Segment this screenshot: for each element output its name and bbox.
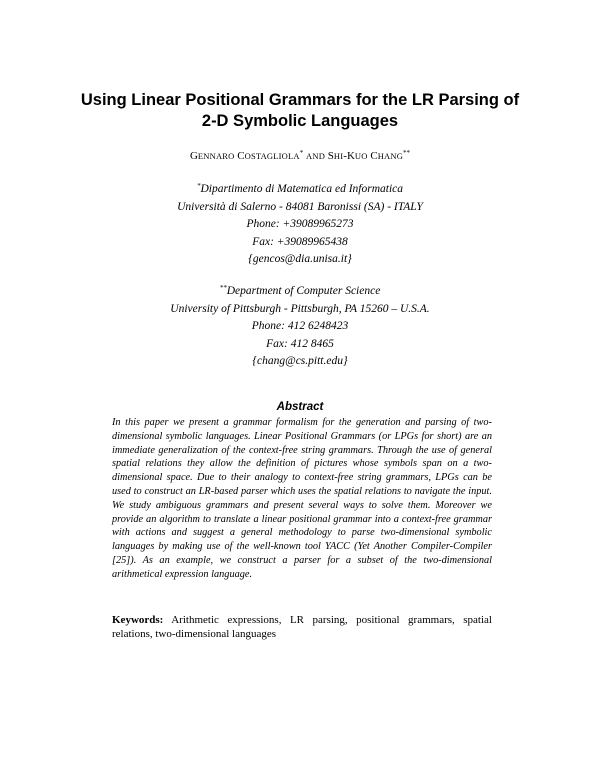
author-gennaro-costagliola: GENNARO COSTAGLIOLA* [189,149,304,162]
affiliation-phone: Phone: 412 6248423 [251,320,349,332]
affiliation-fax: Fax: +39089965438 [252,235,348,248]
affiliation-phone: Phone: +39089965273 [246,218,354,230]
author1-footnote-mark: * [299,149,304,157]
affiliation-university: University of Pittsburgh - Pittsburgh, PA 15260 – U.S.A. [170,302,430,315]
affiliation-dept: **Department of Computer Science [219,284,381,297]
title-line-2: 2-D Symbolic Languages [201,112,399,130]
author2-footnote-mark: ** [403,149,411,157]
affiliation-pittsburgh [60,283,540,371]
author-conjunction: AND [306,151,326,161]
affiliation-email: {chang@cs.pitt.edu} [252,355,348,367]
keywords [112,614,492,642]
affiliation-dept: *Dipartimento di Matematica ed Informatica [197,182,403,195]
title-line-1: Using Linear Positional Grammars for the LR Parsing of [80,91,520,109]
affiliation-email: {gencos@dia.unisa.it} [248,253,352,265]
author-line [60,149,540,163]
author-shi-kuo-chang: SHI-KUO CHANG** [327,149,411,162]
affiliation-salerno [60,181,540,269]
affiliation-university: Università di Salerno - 84081 Baronissi (SA) - ITALY [177,200,423,213]
affiliation-fax: Fax: 412 8465 [266,337,334,350]
paper-title [60,90,540,132]
keywords-label: Keywords: [112,614,164,626]
abstract-text: In this paper we present a grammar formalism for the generation and parsing of two-dimensional symbolic languages. Linear Positional Grammars (or LPGs for short) are an immediate generalization of the context-free string grammars. Through the use of general spatial relations they allow the definition of pictures whose symbols span on a two-dimensional space. Due to their analogy to context-free string grammars, LPGs can be used to construct an LR-based parser which uses the spatial relations to navigate the input. We study ambiguous grammars and present several ways to solve them. Moreover we provide an algorithm to translate a linear positional grammar into a context-free grammar with actions and suggest a general methodology to parse two-dimensional symbolic languages by making use of the well-known tool YACC (Yet Another Compiler-Compiler [25]). As an example, we construct a parser for a subset of the two-dimensional arithmetical expression language. [112,417,492,580]
keywords-list: Arithmetic expressions, LR parsing, positional grammars, spatial relations, two-dimensional languages [112,614,492,640]
abstract-heading: Abstract [276,401,324,413]
